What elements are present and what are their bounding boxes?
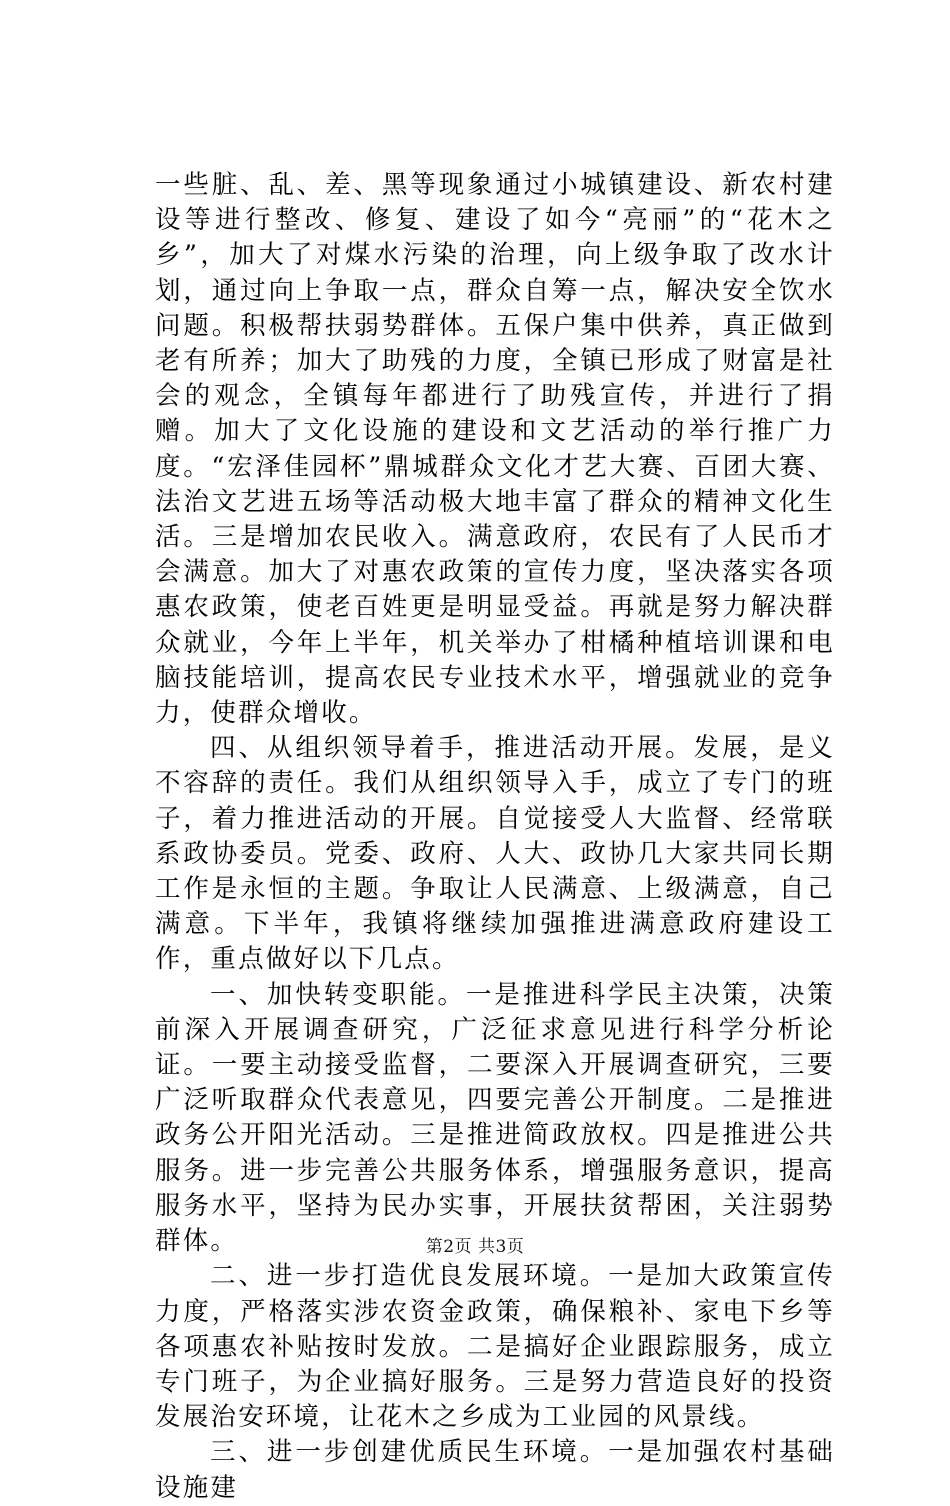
paragraph-section-four: 四、从组织领导着手，推进活动开展。发展，是义不容辞的责任。我们从组织领导入手，成立了专门的班子，着力推进活动的开展。自觉接受人大监督、经常联系政协委员。党委、政府、人大、政协几大家共同长期工作是永恒的主题。争取让人民满意、上级满意，自己满意。下半年，我镇将继续加强推进满意政府建设工作，重点做好以下几点。	[155, 733, 835, 975]
document-body	[155, 168, 835, 1506]
paragraph-point-two: 二、进一步打造优良发展环境。一是加大政策宣传力度，严格落实涉农资金政策，确保粮补、家电下乡等各项惠农补贴按时发放。二是搞好企业跟踪服务，成立专门班子，为企业搞好服务。三是努力营造良好的投资发展治安环境，让花木之乡成为工业园的风景线。	[155, 1261, 835, 1433]
paragraph-point-one: 一、加快转变职能。一是推进科学民主决策，决策前深入开展调查研究，广泛征求意见进行科学分析论证。一要主动接受监督，二要深入开展调查研究，三要广泛听取群众代表意见，四要完善公开制度。二是推进政务公开阳光活动。三是推进简政放权。四是推进公共服务。进一步完善公共服务体系，增强服务意识，提高服务水平，坚持为民办实事，开展扶贫帮困，关注弱势群体。	[155, 979, 835, 1257]
paragraph-continuation: 一些脏、乱、差、黑等现象通过小城镇建设、新农村建设等进行整改、修复、建设了如今“亮丽”的“花木之乡”，加大了对煤水污染的治理，向上级争取了改水计划，通过向上争取一点，群众自筹一点，解决安全饮水问题。积极帮扶弱势群体。五保户集中供养，真正做到老有所养；加大了助残的力度，全镇已形成了财富是社会的观念，全镇每年都进行了助残宣传，并进行了捐赠。加大了文化设施的建设和文艺活动的举行推广力度。“宏泽佳园杯”鼎城群众文化才艺大赛、百团大赛、法治文艺进五场等活动极大地丰富了群众的精神文化生活。三是增加农民收入。满意政府，农民有了人民币才会满意。加大了对惠农政策的宣传力度，坚决落实各项惠农政策，使老百姓更是明显受益。再就是努力解决群众就业，今年上半年，机关举办了柑橘种植培训课和电脑技能培训，提高农民专业技术水平，增强就业的竞争力，使群众增收。	[155, 170, 835, 729]
paragraph-point-three: 三、进一步创建优质民生环境。一是加强农村基础设施建	[155, 1437, 835, 1503]
page-number-footer: 第2页 共3页	[425, 1237, 525, 1257]
